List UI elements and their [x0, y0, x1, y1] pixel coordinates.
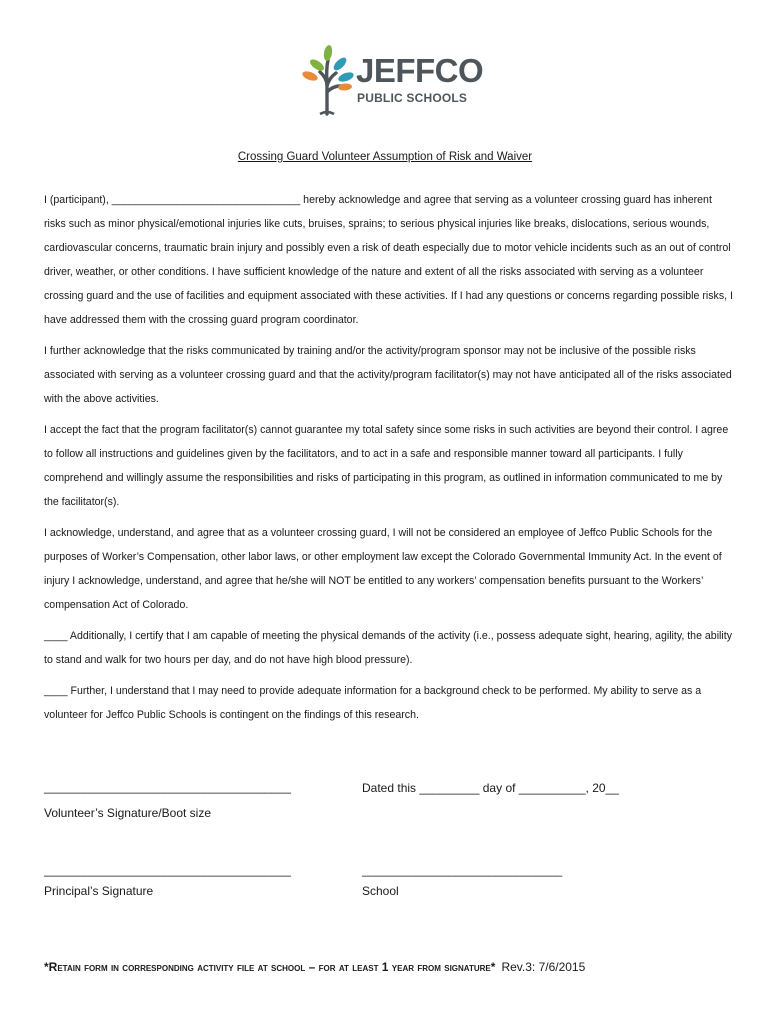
jeffco-logo: [300, 42, 484, 117]
paragraph-acknowledge-risks: I further acknowledge that the risks communicated by training and/or the activity/program sponsor may not be inclusive of the possible risks associated with serving as a volunteer crossing guard and that the activity/program facilitator(s) may not have anticipated all of the risks associated with the above activities.: [44, 345, 732, 405]
paragraph-risks: I (participant), ________________________________ hereby acknowledge and agree that serving as a volunteer crossing guard has inherent risks such as minor physical/emotional injuries like cuts, bruises, sprains; to serious physical injuries like breaks, dislocations, serious wounds, cardiovascular concerns, traumatic brain injury and possibly even a risk of death especially due to motor vehicle incidents such as an out of control driver, weather, or other conditions. I have sufficient knowledge of the nature and extent of all the risks associated with serving as a volunteer crossing guard and the use of facilities and equipment associated with these activities. If I had any questions or concerns regarding possible risks, I have addressed them with the crossing guard program coordinator.: [44, 194, 733, 326]
school-line[interactable]: ______________________________: [362, 863, 563, 877]
dated-line[interactable]: Dated this _________ day of __________, 20__: [362, 781, 619, 795]
tree-logo-icon: [300, 42, 360, 117]
footer: [44, 960, 585, 974]
principal-signature-line[interactable]: _____________________________________: [44, 863, 291, 877]
paragraph-safety: I accept the fact that the program facilitator(s) cannot guarantee my total safety since some risks in such activities are beyond their control. I agree to follow all instructions and guidelines given by the facilitators, and to act in a safe and responsible manner toward all participants. I fully comprehend and willingly assume the responsibilities and risks of participating in this program, as outlined in information communicated to me by the facilitator(s).: [44, 424, 729, 508]
logo-subtitle: PUBLIC SCHOOLS: [357, 91, 468, 105]
paragraph-employment: I acknowledge, understand, and agree that as a volunteer crossing guard, I will not be considered an employee of Jeffco Public Schools for the purposes of Worker’s Compensation, other labor laws, or other employment law except the Colorado Governmental Immunity Act. In the event of injury I acknowledge, understand, and agree that he/she will NOT be entitled to any workers’ compensation benefits pursuant to the Workers’ compensation Act of Colorado.: [44, 527, 722, 611]
retain-notice: *Retain form in corresponding activity file at school – for at least 1 year from signature*: [44, 960, 496, 974]
volunteer-signature-label: Volunteer’s Signature/Boot size: [44, 806, 211, 820]
revision-label: Rev.3: 7/6/2015: [501, 960, 586, 974]
volunteer-signature-line[interactable]: _____________________________________: [44, 780, 291, 794]
logo-wordmark: JEFFCO: [356, 52, 484, 89]
school-label: School: [362, 884, 399, 898]
waiver-body: [44, 188, 734, 734]
paragraph-background-check: ____ Further, I understand that I may need to provide adequate information for a background check to be performed. My ability to serve as a volunteer for Jeffco Public Schools is contingent on the findings of this research.: [44, 685, 702, 721]
document-title: Crossing Guard Volunteer Assumption of Risk and Waiver: [237, 151, 533, 163]
paragraph-physical-demands: ____ Additionally, I certify that I am capable of meeting the physical demands of the activity (i.e., possess adequate sight, hearing, agility, the ability to stand and walk for two hours per day, and do not have high blood pressure).: [44, 630, 732, 666]
principal-signature-label: Principal’s Signature: [44, 884, 154, 898]
